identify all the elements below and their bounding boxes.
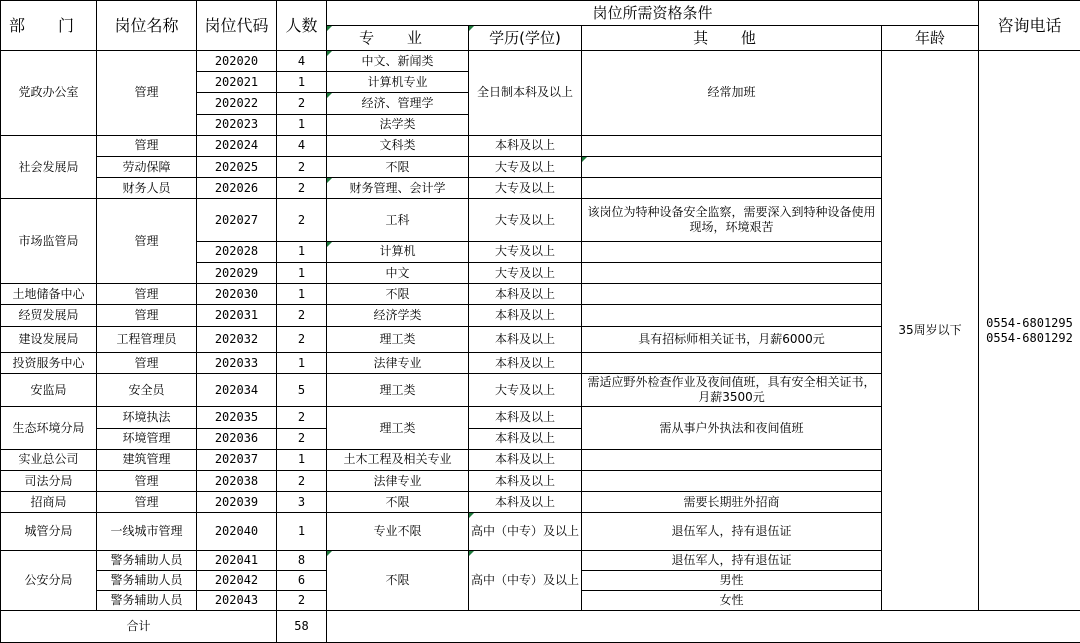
header-other: 其 他 [582, 26, 882, 51]
code-cell: 202031 [197, 305, 277, 326]
count-cell: 1 [277, 72, 327, 93]
code-cell: 202026 [197, 178, 277, 199]
education-cell: 本科及以上 [469, 305, 582, 326]
header-dept: 部 门 [1, 1, 97, 51]
education-cell: 本科及以上 [469, 407, 582, 428]
code-cell: 202024 [197, 135, 277, 156]
total-label: 合计 [1, 611, 277, 643]
major-cell: 经济、管理学 [327, 93, 469, 114]
position-cell: 管理 [97, 305, 197, 326]
position-cell: 工程管理员 [97, 326, 197, 352]
other-cell [582, 178, 882, 199]
header-row-1 [1, 1, 1080, 26]
code-cell: 202030 [197, 284, 277, 305]
education-cell: 大专及以上 [469, 157, 582, 178]
code-cell: 202027 [197, 199, 277, 241]
other-cell [582, 135, 882, 156]
code-cell: 202028 [197, 241, 277, 262]
education-cell: 本科及以上 [469, 471, 582, 492]
header-age: 年龄 [882, 26, 979, 51]
other-cell: 该岗位为特种设备安全监察，需要深入到特种设备使用现场，环境艰苦 [582, 199, 882, 241]
dept-cell: 实业总公司 [1, 449, 97, 470]
total-empty [327, 611, 1080, 643]
header-position: 岗位名称 [97, 1, 197, 51]
count-cell: 1 [277, 513, 327, 550]
other-cell [582, 241, 882, 262]
other-cell [582, 471, 882, 492]
count-cell: 4 [277, 135, 327, 156]
position-cell: 管理 [97, 492, 197, 513]
count-cell: 1 [277, 114, 327, 135]
other-cell [582, 157, 882, 178]
position-cell: 建筑管理 [97, 449, 197, 470]
code-cell: 202037 [197, 449, 277, 470]
position-cell: 管理 [97, 284, 197, 305]
major-cell: 文科类 [327, 135, 469, 156]
position-cell: 管理 [97, 471, 197, 492]
dept-cell: 城管分局 [1, 513, 97, 550]
major-cell: 法律专业 [327, 471, 469, 492]
code-cell: 202039 [197, 492, 277, 513]
header-major: 专 业 [327, 26, 469, 51]
other-cell: 退伍军人，持有退伍证 [582, 550, 882, 570]
dept-cell: 土地储备中心 [1, 284, 97, 305]
code-cell: 202033 [197, 352, 277, 373]
other-cell: 经常加班 [582, 51, 882, 136]
age-cell: 35周岁以下 [882, 51, 979, 611]
position-cell: 环境执法 [97, 407, 197, 428]
count-cell: 2 [277, 591, 327, 611]
dept-cell: 招商局 [1, 492, 97, 513]
major-cell: 不限 [327, 492, 469, 513]
education-cell: 本科及以上 [469, 492, 582, 513]
other-cell [582, 263, 882, 284]
other-cell: 需适应野外检查作业及夜间值班，具有安全相关证书，月薪3500元 [582, 374, 882, 407]
count-cell: 1 [277, 241, 327, 262]
education-cell: 大专及以上 [469, 241, 582, 262]
dept-cell: 司法分局 [1, 471, 97, 492]
position-cell: 财务人员 [97, 178, 197, 199]
other-cell [582, 449, 882, 470]
count-cell: 2 [277, 178, 327, 199]
other-cell [582, 284, 882, 305]
count-cell: 2 [277, 93, 327, 114]
count-cell: 1 [277, 263, 327, 284]
code-cell: 202036 [197, 428, 277, 449]
count-cell: 1 [277, 449, 327, 470]
dept-cell: 社会发展局 [1, 135, 97, 199]
major-cell: 经济学类 [327, 305, 469, 326]
other-cell: 女性 [582, 591, 882, 611]
education-cell: 大专及以上 [469, 199, 582, 241]
position-cell: 管理 [97, 135, 197, 156]
count-cell: 3 [277, 492, 327, 513]
dept-cell: 经贸发展局 [1, 305, 97, 326]
position-cell: 环境管理 [97, 428, 197, 449]
major-cell: 计算机专业 [327, 72, 469, 93]
position-cell: 警务辅助人员 [97, 591, 197, 611]
education-cell: 全日制本科及以上 [469, 51, 582, 136]
position-cell: 管理 [97, 51, 197, 136]
education-cell: 本科及以上 [469, 135, 582, 156]
dept-cell: 建设发展局 [1, 326, 97, 352]
education-cell: 本科及以上 [469, 352, 582, 373]
phone-number: 0554-6801292 [986, 330, 1073, 345]
code-cell: 202020 [197, 51, 277, 72]
code-cell: 202040 [197, 513, 277, 550]
count-cell: 2 [277, 471, 327, 492]
major-cell: 理工类 [327, 326, 469, 352]
code-cell: 202021 [197, 72, 277, 93]
other-cell [582, 305, 882, 326]
dept-cell: 党政办公室 [1, 51, 97, 136]
major-cell: 中文、新闻类 [327, 51, 469, 72]
header-education: 学历(学位) [469, 26, 582, 51]
total-count: 58 [277, 611, 327, 643]
count-cell: 2 [277, 305, 327, 326]
education-cell: 本科及以上 [469, 284, 582, 305]
major-cell: 法学类 [327, 114, 469, 135]
education-cell: 本科及以上 [469, 428, 582, 449]
major-cell: 土木工程及相关专业 [327, 449, 469, 470]
position-cell: 警务辅助人员 [97, 550, 197, 570]
count-cell: 5 [277, 374, 327, 407]
major-cell: 不限 [327, 284, 469, 305]
position-cell: 劳动保障 [97, 157, 197, 178]
position-cell: 安全员 [97, 374, 197, 407]
major-cell: 理工类 [327, 374, 469, 407]
major-cell: 专业不限 [327, 513, 469, 550]
count-cell: 6 [277, 571, 327, 591]
code-cell: 202032 [197, 326, 277, 352]
other-cell [582, 352, 882, 373]
code-cell: 202022 [197, 93, 277, 114]
other-cell: 需要长期驻外招商 [582, 492, 882, 513]
total-row [1, 611, 1080, 643]
dept-cell: 公安分局 [1, 550, 97, 611]
phone-number: 0554-6801295 [986, 315, 1073, 330]
count-cell: 2 [277, 199, 327, 241]
code-cell: 202023 [197, 114, 277, 135]
header-count: 人数 [277, 1, 327, 51]
code-cell: 202035 [197, 407, 277, 428]
header-qualifications: 岗位所需资格条件 [327, 1, 979, 26]
position-cell: 一线城市管理 [97, 513, 197, 550]
education-cell: 高中（中专）及以上 [469, 513, 582, 550]
dept-cell: 安监局 [1, 374, 97, 407]
header-code: 岗位代码 [197, 1, 277, 51]
other-cell: 男性 [582, 571, 882, 591]
count-cell: 2 [277, 407, 327, 428]
count-cell: 1 [277, 284, 327, 305]
other-cell: 退伍军人，持有退伍证 [582, 513, 882, 550]
table-row [1, 51, 1080, 72]
count-cell: 4 [277, 51, 327, 72]
major-cell: 财务管理、会计学 [327, 178, 469, 199]
count-cell: 2 [277, 157, 327, 178]
other-cell: 具有招标师相关证书，月薪6000元 [582, 326, 882, 352]
header-phone: 咨询电话 [979, 1, 1080, 51]
major-cell: 计算机 [327, 241, 469, 262]
major-cell: 中文 [327, 263, 469, 284]
education-cell: 本科及以上 [469, 449, 582, 470]
count-cell: 8 [277, 550, 327, 570]
education-cell: 大专及以上 [469, 374, 582, 407]
position-cell: 管理 [97, 199, 197, 284]
education-cell: 大专及以上 [469, 263, 582, 284]
count-cell: 1 [277, 352, 327, 373]
major-cell: 理工类 [327, 407, 469, 449]
dept-cell: 市场监管局 [1, 199, 97, 284]
other-cell: 需从事户外执法和夜间值班 [582, 407, 882, 449]
education-cell: 本科及以上 [469, 326, 582, 352]
code-cell: 202041 [197, 550, 277, 570]
education-cell: 高中（中专）及以上 [469, 550, 582, 611]
position-cell: 管理 [97, 352, 197, 373]
phone-cell [979, 51, 1080, 611]
position-cell: 警务辅助人员 [97, 571, 197, 591]
count-cell: 2 [277, 428, 327, 449]
major-cell: 不限 [327, 550, 469, 611]
code-cell: 202025 [197, 157, 277, 178]
major-cell: 不限 [327, 157, 469, 178]
major-cell: 工科 [327, 199, 469, 241]
dept-cell: 生态环境分局 [1, 407, 97, 449]
code-cell: 202043 [197, 591, 277, 611]
major-cell: 法律专业 [327, 352, 469, 373]
code-cell: 202042 [197, 571, 277, 591]
code-cell: 202029 [197, 263, 277, 284]
education-cell: 大专及以上 [469, 178, 582, 199]
count-cell: 2 [277, 326, 327, 352]
code-cell: 202034 [197, 374, 277, 407]
code-cell: 202038 [197, 471, 277, 492]
dept-cell: 投资服务中心 [1, 352, 97, 373]
